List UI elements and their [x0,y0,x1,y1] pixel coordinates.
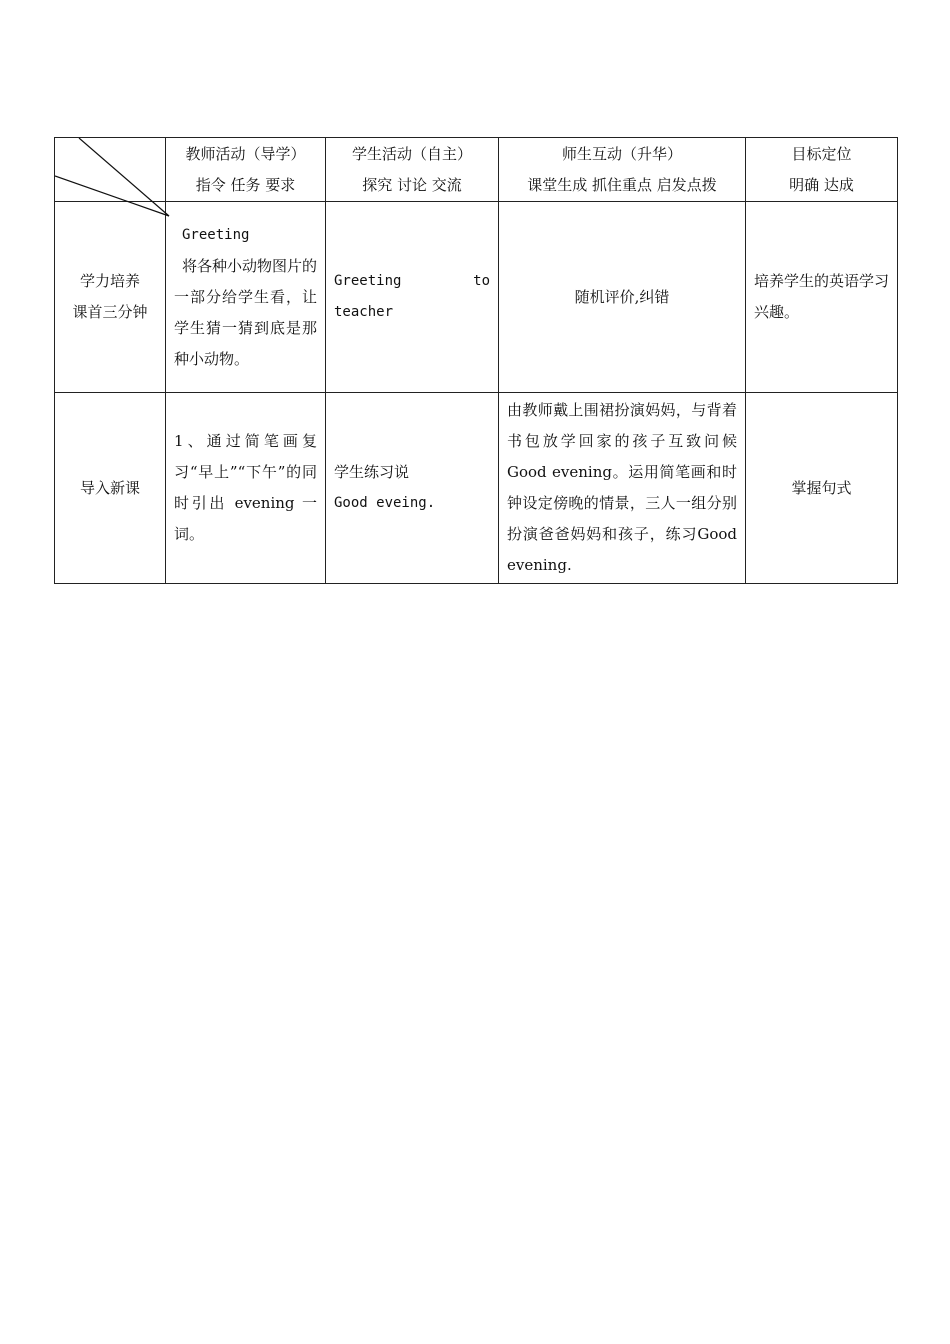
header-goal-title: 目标定位 [791,144,852,163]
header-student-title: 学生活动（自主） [351,144,472,163]
student-greeting-word: Greeting [334,273,402,289]
teacher-activity-text: 1、通过简笔画复习“早上”“下午”的同时引出 evening 一词。 [174,432,317,543]
student-practice-text: 学生练习说 [334,463,410,481]
header-goal-sub: 明确 达成 [789,175,854,194]
header-interaction-title: 师生互动（升华） [561,144,682,163]
teacher-greeting: Greeting [182,226,250,243]
goal-text: 掌握句式 [791,478,852,497]
table-row [55,202,898,393]
student-greeting-to: to [473,273,490,289]
header-teacher-sub: 指令 任务 要求 [195,175,296,194]
teacher-activity-cell [166,202,326,393]
header-teacher-activity [166,138,326,202]
header-student-activity [326,138,499,202]
stage-text: 导入新课 [79,478,140,497]
goal-cell [746,202,898,393]
student-practice-phrase: Good eveing. [334,495,436,511]
goal-text: 培养学生的英语学习兴趣。 [754,272,890,321]
student-greeting-line [334,266,490,297]
interaction-text: 由教师戴上围裙扮演妈妈，与背着书包放学回家的孩子互致问候Good evening。运用简笔画和时钟设定傍晚的情景，三人一组分别扮演爸爸妈妈和孩子，练习Good evening. [507,401,737,574]
teacher-activity-cell [166,393,326,584]
header-goal [746,138,898,202]
goal-cell [746,393,898,584]
interaction-text: 随机评价,纠错 [574,287,670,306]
stage-cell [55,393,166,584]
student-activity-cell [326,202,499,393]
header-teacher-title: 教师活动（导学） [185,144,306,163]
teacher-activity-text: 将各种小动物图片的一部分给学生看，让学生猜一猜到底是那种小动物。 [174,256,318,368]
diagonal-lines [55,138,171,218]
stage-line-1: 学力培养 [79,272,140,290]
interaction-cell [499,393,746,584]
header-row [55,138,898,202]
stage-cell [55,202,166,393]
table-row [55,393,898,584]
interaction-cell [499,202,746,393]
header-student-sub: 探究 讨论 交流 [362,175,462,194]
student-activity-cell [326,393,499,584]
header-interaction [499,138,746,202]
lesson-plan-table [54,137,898,584]
diagonal-corner-cell [55,138,166,202]
student-greeting-teacher: teacher [334,304,394,320]
header-interaction-sub: 课堂生成 抓住重点 启发点拨 [527,175,717,194]
stage-line-2: 课首三分钟 [72,303,148,321]
